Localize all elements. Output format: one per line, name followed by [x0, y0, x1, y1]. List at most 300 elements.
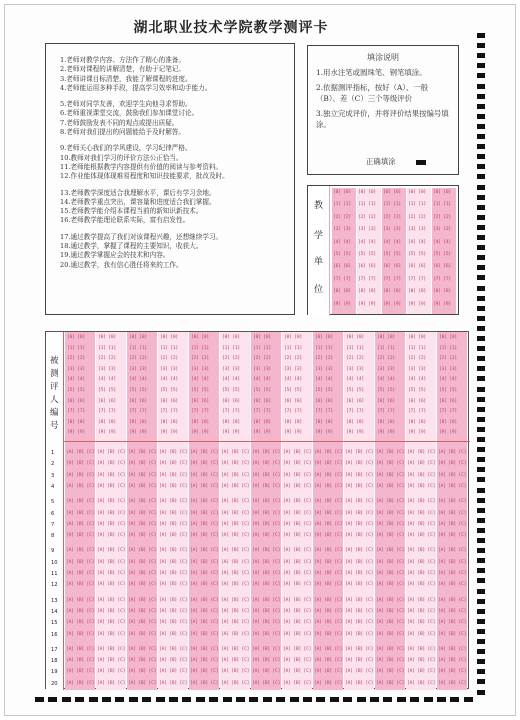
- answer-bubble[interactable]: [A] [B] [C]: [97, 680, 126, 686]
- digit-bubble[interactable]: [4] [4]: [67, 377, 85, 383]
- answer-bubble[interactable]: [A] [B] [C]: [252, 548, 281, 554]
- answer-bubble[interactable]: [A] [B] [C]: [97, 582, 126, 588]
- digit-bubble[interactable]: [0] [0]: [253, 335, 271, 340]
- digit-bubble[interactable]: [7] [7]: [98, 409, 116, 415]
- digit-bubble[interactable]: [1] [1]: [439, 345, 457, 351]
- answer-bubble[interactable]: [A] [B] [C]: [190, 646, 219, 652]
- digit-bubble[interactable]: [8] [8]: [333, 289, 351, 295]
- digit-bubble[interactable]: [2] [2]: [408, 356, 426, 362]
- digit-bubble[interactable]: [4] [4]: [408, 377, 426, 383]
- answer-bubble[interactable]: [A] [B] [C]: [407, 521, 436, 527]
- answer-bubble[interactable]: [A] [B] [C]: [159, 620, 188, 626]
- answer-bubble[interactable]: [A] [B] [C]: [221, 646, 250, 652]
- digit-bubble[interactable]: [0] [0]: [333, 190, 351, 195]
- digit-bubble[interactable]: [4] [4]: [315, 377, 333, 383]
- digit-bubble[interactable]: [3] [3]: [160, 366, 178, 372]
- answer-bubble[interactable]: [A] [B] [C]: [438, 499, 467, 505]
- answer-bubble[interactable]: [A] [B] [C]: [221, 680, 250, 686]
- answer-bubble[interactable]: [A] [B] [C]: [190, 631, 219, 637]
- digit-bubble[interactable]: [9] [9]: [98, 430, 116, 436]
- answer-bubble[interactable]: [A] [B] [C]: [159, 521, 188, 527]
- answer-bubble[interactable]: [A] [B] [C]: [159, 669, 188, 675]
- answer-bubble[interactable]: [A] [B] [C]: [252, 533, 281, 539]
- digit-bubble[interactable]: [6] [6]: [346, 398, 364, 404]
- digit-bubble[interactable]: [7] [7]: [67, 409, 85, 415]
- answer-bubble[interactable]: [A] [B] [C]: [190, 450, 219, 455]
- digit-bubble[interactable]: [1] [1]: [67, 345, 85, 351]
- digit-bubble[interactable]: [2] [2]: [253, 356, 271, 362]
- answer-bubble[interactable]: [A] [B] [C]: [376, 608, 405, 614]
- digit-bubble[interactable]: [6] [6]: [333, 264, 351, 270]
- digit-bubble[interactable]: [0] [0]: [129, 335, 147, 340]
- answer-bubble[interactable]: [A] [B] [C]: [190, 680, 219, 686]
- digit-bubble[interactable]: [2] [2]: [408, 214, 426, 220]
- answer-bubble[interactable]: [A] [B] [C]: [159, 582, 188, 588]
- digit-bubble[interactable]: [6] [6]: [315, 398, 333, 404]
- digit-bubble[interactable]: [2] [2]: [191, 356, 209, 362]
- answer-bubble[interactable]: [A] [B] [C]: [345, 658, 374, 664]
- answer-bubble[interactable]: [A] [B] [C]: [66, 499, 95, 505]
- answer-bubble[interactable]: [A] [B] [C]: [283, 669, 312, 675]
- digit-bubble[interactable]: [7] [7]: [129, 409, 147, 415]
- digit-bubble[interactable]: [5] [5]: [284, 388, 302, 393]
- answer-bubble[interactable]: [A] [B] [C]: [407, 571, 436, 576]
- digit-bubble[interactable]: [3] [3]: [315, 366, 333, 372]
- answer-bubble[interactable]: [A] [B] [C]: [66, 571, 95, 576]
- answer-bubble[interactable]: [A] [B] [C]: [407, 472, 436, 478]
- answer-bubble[interactable]: [A] [B] [C]: [221, 548, 250, 554]
- answer-bubble[interactable]: [A] [B] [C]: [128, 548, 157, 554]
- digit-bubble[interactable]: [7] [7]: [160, 409, 178, 415]
- answer-bubble[interactable]: [A] [B] [C]: [407, 631, 436, 637]
- answer-bubble[interactable]: [A] [B] [C]: [252, 499, 281, 505]
- digit-bubble[interactable]: [8] [8]: [129, 419, 147, 425]
- answer-bubble[interactable]: [A] [B] [C]: [314, 631, 343, 637]
- answer-bubble[interactable]: [A] [B] [C]: [438, 559, 467, 565]
- answer-bubble[interactable]: [A] [B] [C]: [314, 582, 343, 588]
- digit-bubble[interactable]: [2] [2]: [67, 356, 85, 362]
- digit-bubble[interactable]: [0] [0]: [383, 190, 401, 195]
- answer-bubble[interactable]: [A] [B] [C]: [314, 571, 343, 576]
- digit-bubble[interactable]: [2] [2]: [433, 214, 451, 220]
- answer-bubble[interactable]: [A] [B] [C]: [283, 646, 312, 652]
- answer-bubble[interactable]: [A] [B] [C]: [97, 461, 126, 467]
- digit-bubble[interactable]: [4] [4]: [439, 377, 457, 383]
- answer-bubble[interactable]: [A] [B] [C]: [438, 450, 467, 455]
- digit-bubble[interactable]: [9] [9]: [191, 430, 209, 436]
- answer-bubble[interactable]: [A] [B] [C]: [159, 646, 188, 652]
- digit-bubble[interactable]: [3] [3]: [358, 227, 376, 233]
- answer-bubble[interactable]: [A] [B] [C]: [283, 461, 312, 467]
- digit-bubble[interactable]: [8] [8]: [222, 419, 240, 425]
- answer-bubble[interactable]: [A] [B] [C]: [252, 521, 281, 527]
- answer-bubble[interactable]: [A] [B] [C]: [283, 533, 312, 539]
- digit-bubble[interactable]: [0] [0]: [284, 335, 302, 340]
- digit-bubble[interactable]: [1] [1]: [358, 202, 376, 208]
- answer-bubble[interactable]: [A] [B] [C]: [252, 631, 281, 637]
- digit-bubble[interactable]: [9] [9]: [160, 430, 178, 436]
- answer-bubble[interactable]: [A] [B] [C]: [438, 548, 467, 554]
- answer-bubble[interactable]: [A] [B] [C]: [407, 620, 436, 626]
- digit-bubble[interactable]: [9] [9]: [333, 301, 351, 307]
- answer-bubble[interactable]: [A] [B] [C]: [221, 472, 250, 478]
- answer-bubble[interactable]: [A] [B] [C]: [128, 499, 157, 505]
- digit-bubble[interactable]: [0] [0]: [439, 335, 457, 340]
- answer-bubble[interactable]: [A] [B] [C]: [252, 646, 281, 652]
- digit-bubble[interactable]: [5] [5]: [333, 252, 351, 257]
- answer-bubble[interactable]: [A] [B] [C]: [438, 461, 467, 467]
- answer-bubble[interactable]: [A] [B] [C]: [283, 559, 312, 565]
- answer-bubble[interactable]: [A] [B] [C]: [252, 472, 281, 478]
- digit-bubble[interactable]: [4] [4]: [408, 239, 426, 245]
- digit-bubble[interactable]: [4] [4]: [358, 239, 376, 245]
- digit-bubble[interactable]: [2] [2]: [383, 214, 401, 220]
- answer-bubble[interactable]: [A] [B] [C]: [345, 559, 374, 565]
- digit-bubble[interactable]: [1] [1]: [383, 202, 401, 208]
- answer-bubble[interactable]: [A] [B] [C]: [128, 521, 157, 527]
- answer-bubble[interactable]: [A] [B] [C]: [97, 669, 126, 675]
- answer-bubble[interactable]: [A] [B] [C]: [128, 646, 157, 652]
- digit-bubble[interactable]: [2] [2]: [98, 356, 116, 362]
- answer-bubble[interactable]: [A] [B] [C]: [97, 521, 126, 527]
- answer-bubble[interactable]: [A] [B] [C]: [159, 559, 188, 565]
- answer-bubble[interactable]: [A] [B] [C]: [66, 680, 95, 686]
- digit-bubble[interactable]: [7] [7]: [377, 409, 395, 415]
- answer-bubble[interactable]: [A] [B] [C]: [314, 472, 343, 478]
- digit-bubble[interactable]: [7] [7]: [439, 409, 457, 415]
- answer-bubble[interactable]: [A] [B] [C]: [97, 472, 126, 478]
- answer-bubble[interactable]: [A] [B] [C]: [190, 510, 219, 516]
- digit-bubble[interactable]: [4] [4]: [346, 377, 364, 383]
- digit-bubble[interactable]: [2] [2]: [160, 356, 178, 362]
- answer-bubble[interactable]: [A] [B] [C]: [128, 608, 157, 614]
- answer-bubble[interactable]: [A] [B] [C]: [97, 483, 126, 489]
- digit-bubble[interactable]: [8] [8]: [253, 419, 271, 425]
- answer-bubble[interactable]: [A] [B] [C]: [283, 582, 312, 588]
- answer-bubble[interactable]: [A] [B] [C]: [283, 510, 312, 516]
- answer-bubble[interactable]: [A] [B] [C]: [66, 597, 95, 603]
- answer-bubble[interactable]: [A] [B] [C]: [66, 483, 95, 489]
- digit-bubble[interactable]: [1] [1]: [433, 202, 451, 208]
- answer-bubble[interactable]: [A] [B] [C]: [159, 571, 188, 576]
- digit-bubble[interactable]: [3] [3]: [439, 366, 457, 372]
- digit-bubble[interactable]: [9] [9]: [67, 430, 85, 436]
- answer-bubble[interactable]: [A] [B] [C]: [314, 608, 343, 614]
- answer-bubble[interactable]: [A] [B] [C]: [314, 548, 343, 554]
- digit-bubble[interactable]: [5] [5]: [346, 388, 364, 393]
- digit-bubble[interactable]: [9] [9]: [346, 430, 364, 436]
- digit-bubble[interactable]: [6] [6]: [383, 264, 401, 270]
- answer-bubble[interactable]: [A] [B] [C]: [190, 521, 219, 527]
- answer-bubble[interactable]: [A] [B] [C]: [345, 499, 374, 505]
- digit-bubble[interactable]: [7] [7]: [433, 276, 451, 282]
- answer-bubble[interactable]: [A] [B] [C]: [66, 608, 95, 614]
- answer-bubble[interactable]: [A] [B] [C]: [252, 571, 281, 576]
- digit-bubble[interactable]: [1] [1]: [315, 345, 333, 351]
- digit-bubble[interactable]: [6] [6]: [222, 398, 240, 404]
- answer-bubble[interactable]: [A] [B] [C]: [438, 472, 467, 478]
- digit-bubble[interactable]: [1] [1]: [191, 345, 209, 351]
- digit-bubble[interactable]: [0] [0]: [160, 335, 178, 340]
- answer-bubble[interactable]: [A] [B] [C]: [221, 608, 250, 614]
- answer-bubble[interactable]: [A] [B] [C]: [190, 620, 219, 626]
- answer-bubble[interactable]: [A] [B] [C]: [66, 631, 95, 637]
- answer-bubble[interactable]: [A] [B] [C]: [190, 669, 219, 675]
- answer-bubble[interactable]: [A] [B] [C]: [190, 548, 219, 554]
- answer-bubble[interactable]: [A] [B] [C]: [128, 597, 157, 603]
- digit-bubble[interactable]: [3] [3]: [253, 366, 271, 372]
- digit-bubble[interactable]: [5] [5]: [253, 388, 271, 393]
- digit-bubble[interactable]: [4] [4]: [253, 377, 271, 383]
- answer-bubble[interactable]: [A] [B] [C]: [221, 658, 250, 664]
- digit-bubble[interactable]: [4] [4]: [129, 377, 147, 383]
- answer-bubble[interactable]: [A] [B] [C]: [252, 461, 281, 467]
- digit-bubble[interactable]: [4] [4]: [383, 239, 401, 245]
- answer-bubble[interactable]: [A] [B] [C]: [252, 450, 281, 455]
- answer-bubble[interactable]: [A] [B] [C]: [128, 450, 157, 455]
- answer-bubble[interactable]: [A] [B] [C]: [159, 597, 188, 603]
- digit-bubble[interactable]: [0] [0]: [98, 335, 116, 340]
- answer-bubble[interactable]: [A] [B] [C]: [128, 582, 157, 588]
- answer-bubble[interactable]: [A] [B] [C]: [66, 646, 95, 652]
- answer-bubble[interactable]: [A] [B] [C]: [128, 559, 157, 565]
- digit-bubble[interactable]: [7] [7]: [253, 409, 271, 415]
- answer-bubble[interactable]: [A] [B] [C]: [283, 499, 312, 505]
- answer-bubble[interactable]: [A] [B] [C]: [345, 582, 374, 588]
- digit-bubble[interactable]: [3] [3]: [377, 366, 395, 372]
- answer-bubble[interactable]: [A] [B] [C]: [283, 658, 312, 664]
- answer-bubble[interactable]: [A] [B] [C]: [252, 620, 281, 626]
- digit-bubble[interactable]: [3] [3]: [67, 366, 85, 372]
- digit-bubble[interactable]: [9] [9]: [129, 430, 147, 436]
- answer-bubble[interactable]: [A] [B] [C]: [221, 559, 250, 565]
- answer-bubble[interactable]: [A] [B] [C]: [252, 658, 281, 664]
- digit-bubble[interactable]: [7] [7]: [408, 276, 426, 282]
- answer-bubble[interactable]: [A] [B] [C]: [252, 608, 281, 614]
- digit-bubble[interactable]: [7] [7]: [383, 276, 401, 282]
- digit-bubble[interactable]: [1] [1]: [160, 345, 178, 351]
- digit-bubble[interactable]: [4] [4]: [284, 377, 302, 383]
- answer-bubble[interactable]: [A] [B] [C]: [438, 582, 467, 588]
- answer-bubble[interactable]: [A] [B] [C]: [314, 559, 343, 565]
- answer-bubble[interactable]: [A] [B] [C]: [159, 461, 188, 467]
- answer-bubble[interactable]: [A] [B] [C]: [128, 510, 157, 516]
- digit-bubble[interactable]: [3] [3]: [129, 366, 147, 372]
- digit-bubble[interactable]: [3] [3]: [191, 366, 209, 372]
- answer-bubble[interactable]: [A] [B] [C]: [345, 620, 374, 626]
- answer-bubble[interactable]: [A] [B] [C]: [438, 571, 467, 576]
- digit-bubble[interactable]: [6] [6]: [98, 398, 116, 404]
- digit-bubble[interactable]: [3] [3]: [222, 366, 240, 372]
- digit-bubble[interactable]: [1] [1]: [284, 345, 302, 351]
- answer-bubble[interactable]: [A] [B] [C]: [221, 571, 250, 576]
- answer-bubble[interactable]: [A] [B] [C]: [66, 521, 95, 527]
- digit-bubble[interactable]: [5] [5]: [98, 388, 116, 393]
- digit-bubble[interactable]: [0] [0]: [222, 335, 240, 340]
- answer-bubble[interactable]: [A] [B] [C]: [376, 461, 405, 467]
- answer-bubble[interactable]: [A] [B] [C]: [252, 597, 281, 603]
- answer-bubble[interactable]: [A] [B] [C]: [438, 646, 467, 652]
- answer-bubble[interactable]: [A] [B] [C]: [376, 631, 405, 637]
- digit-bubble[interactable]: [8] [8]: [160, 419, 178, 425]
- answer-bubble[interactable]: [A] [B] [C]: [407, 450, 436, 455]
- answer-bubble[interactable]: [A] [B] [C]: [97, 548, 126, 554]
- digit-bubble[interactable]: [3] [3]: [408, 227, 426, 233]
- answer-bubble[interactable]: [A] [B] [C]: [407, 461, 436, 467]
- digit-bubble[interactable]: [4] [4]: [191, 377, 209, 383]
- digit-bubble[interactable]: [9] [9]: [315, 430, 333, 436]
- digit-bubble[interactable]: [7] [7]: [408, 409, 426, 415]
- answer-bubble[interactable]: [A] [B] [C]: [221, 483, 250, 489]
- answer-bubble[interactable]: [A] [B] [C]: [283, 450, 312, 455]
- answer-bubble[interactable]: [A] [B] [C]: [190, 461, 219, 467]
- answer-bubble[interactable]: [A] [B] [C]: [252, 680, 281, 686]
- digit-bubble[interactable]: [8] [8]: [377, 419, 395, 425]
- digit-bubble[interactable]: [5] [5]: [358, 252, 376, 257]
- answer-bubble[interactable]: [A] [B] [C]: [252, 510, 281, 516]
- digit-bubble[interactable]: [6] [6]: [408, 398, 426, 404]
- digit-bubble[interactable]: [7] [7]: [222, 409, 240, 415]
- digit-bubble[interactable]: [3] [3]: [98, 366, 116, 372]
- answer-bubble[interactable]: [A] [B] [C]: [66, 669, 95, 675]
- digit-bubble[interactable]: [0] [0]: [315, 335, 333, 340]
- digit-bubble[interactable]: [2] [2]: [439, 356, 457, 362]
- answer-bubble[interactable]: [A] [B] [C]: [376, 510, 405, 516]
- digit-bubble[interactable]: [0] [0]: [433, 190, 451, 195]
- answer-bubble[interactable]: [A] [B] [C]: [159, 472, 188, 478]
- digit-bubble[interactable]: [5] [5]: [408, 252, 426, 257]
- digit-bubble[interactable]: [1] [1]: [408, 345, 426, 351]
- answer-bubble[interactable]: [A] [B] [C]: [376, 658, 405, 664]
- answer-bubble[interactable]: [A] [B] [C]: [376, 680, 405, 686]
- answer-bubble[interactable]: [A] [B] [C]: [376, 620, 405, 626]
- answer-bubble[interactable]: [A] [B] [C]: [345, 631, 374, 637]
- answer-bubble[interactable]: [A] [B] [C]: [283, 571, 312, 576]
- digit-bubble[interactable]: [4] [4]: [222, 377, 240, 383]
- answer-bubble[interactable]: [A] [B] [C]: [159, 533, 188, 539]
- answer-bubble[interactable]: [A] [B] [C]: [283, 472, 312, 478]
- answer-bubble[interactable]: [A] [B] [C]: [438, 669, 467, 675]
- answer-bubble[interactable]: [A] [B] [C]: [376, 669, 405, 675]
- digit-bubble[interactable]: [1] [1]: [333, 202, 351, 208]
- digit-bubble[interactable]: [6] [6]: [408, 264, 426, 270]
- digit-bubble[interactable]: [4] [4]: [98, 377, 116, 383]
- answer-bubble[interactable]: [A] [B] [C]: [66, 461, 95, 467]
- digit-bubble[interactable]: [8] [8]: [439, 419, 457, 425]
- digit-bubble[interactable]: [3] [3]: [346, 366, 364, 372]
- answer-bubble[interactable]: [A] [B] [C]: [345, 461, 374, 467]
- digit-bubble[interactable]: [0] [0]: [358, 190, 376, 195]
- answer-bubble[interactable]: [A] [B] [C]: [190, 559, 219, 565]
- digit-bubble[interactable]: [1] [1]: [377, 345, 395, 351]
- answer-bubble[interactable]: [A] [B] [C]: [97, 510, 126, 516]
- answer-bubble[interactable]: [A] [B] [C]: [97, 533, 126, 539]
- digit-bubble[interactable]: [1] [1]: [129, 345, 147, 351]
- answer-bubble[interactable]: [A] [B] [C]: [283, 608, 312, 614]
- digit-bubble[interactable]: [5] [5]: [315, 388, 333, 393]
- answer-bubble[interactable]: [A] [B] [C]: [221, 620, 250, 626]
- digit-bubble[interactable]: [4] [4]: [333, 239, 351, 245]
- answer-bubble[interactable]: [A] [B] [C]: [97, 450, 126, 455]
- answer-bubble[interactable]: [A] [B] [C]: [376, 533, 405, 539]
- answer-bubble[interactable]: [A] [B] [C]: [407, 533, 436, 539]
- digit-bubble[interactable]: [4] [4]: [160, 377, 178, 383]
- answer-bubble[interactable]: [A] [B] [C]: [66, 658, 95, 664]
- answer-bubble[interactable]: [A] [B] [C]: [190, 499, 219, 505]
- answer-bubble[interactable]: [A] [B] [C]: [438, 597, 467, 603]
- answer-bubble[interactable]: [A] [B] [C]: [407, 548, 436, 554]
- answer-bubble[interactable]: [A] [B] [C]: [128, 631, 157, 637]
- digit-bubble[interactable]: [5] [5]: [191, 388, 209, 393]
- answer-bubble[interactable]: [A] [B] [C]: [159, 608, 188, 614]
- digit-bubble[interactable]: [9] [9]: [222, 430, 240, 436]
- answer-bubble[interactable]: [A] [B] [C]: [345, 521, 374, 527]
- answer-bubble[interactable]: [A] [B] [C]: [283, 548, 312, 554]
- answer-bubble[interactable]: [A] [B] [C]: [252, 669, 281, 675]
- answer-bubble[interactable]: [A] [B] [C]: [345, 483, 374, 489]
- answer-bubble[interactable]: [A] [B] [C]: [66, 450, 95, 455]
- answer-bubble[interactable]: [A] [B] [C]: [407, 658, 436, 664]
- answer-bubble[interactable]: [A] [B] [C]: [376, 646, 405, 652]
- answer-bubble[interactable]: [A] [B] [C]: [438, 608, 467, 614]
- digit-bubble[interactable]: [2] [2]: [284, 356, 302, 362]
- digit-bubble[interactable]: [9] [9]: [358, 301, 376, 307]
- answer-bubble[interactable]: [A] [B] [C]: [345, 680, 374, 686]
- digit-bubble[interactable]: [5] [5]: [377, 388, 395, 393]
- answer-bubble[interactable]: [A] [B] [C]: [314, 499, 343, 505]
- digit-bubble[interactable]: [2] [2]: [358, 214, 376, 220]
- answer-bubble[interactable]: [A] [B] [C]: [190, 658, 219, 664]
- answer-bubble[interactable]: [A] [B] [C]: [407, 510, 436, 516]
- answer-bubble[interactable]: [A] [B] [C]: [407, 669, 436, 675]
- digit-bubble[interactable]: [9] [9]: [408, 430, 426, 436]
- digit-bubble[interactable]: [1] [1]: [98, 345, 116, 351]
- answer-bubble[interactable]: [A] [B] [C]: [128, 472, 157, 478]
- answer-bubble[interactable]: [A] [B] [C]: [283, 680, 312, 686]
- answer-bubble[interactable]: [A] [B] [C]: [438, 521, 467, 527]
- digit-bubble[interactable]: [8] [8]: [408, 289, 426, 295]
- answer-bubble[interactable]: [A] [B] [C]: [97, 571, 126, 576]
- digit-bubble[interactable]: [6] [6]: [253, 398, 271, 404]
- digit-bubble[interactable]: [8] [8]: [67, 419, 85, 425]
- answer-bubble[interactable]: [A] [B] [C]: [314, 620, 343, 626]
- answer-bubble[interactable]: [A] [B] [C]: [314, 483, 343, 489]
- digit-bubble[interactable]: [8] [8]: [315, 419, 333, 425]
- digit-bubble[interactable]: [8] [8]: [408, 419, 426, 425]
- answer-bubble[interactable]: [A] [B] [C]: [314, 680, 343, 686]
- answer-bubble[interactable]: [A] [B] [C]: [345, 669, 374, 675]
- answer-bubble[interactable]: [A] [B] [C]: [221, 582, 250, 588]
- answer-bubble[interactable]: [A] [B] [C]: [283, 521, 312, 527]
- answer-bubble[interactable]: [A] [B] [C]: [314, 669, 343, 675]
- answer-bubble[interactable]: [A] [B] [C]: [345, 608, 374, 614]
- digit-bubble[interactable]: [7] [7]: [315, 409, 333, 415]
- answer-bubble[interactable]: [A] [B] [C]: [128, 680, 157, 686]
- digit-bubble[interactable]: [0] [0]: [67, 335, 85, 340]
- answer-bubble[interactable]: [A] [B] [C]: [97, 608, 126, 614]
- answer-bubble[interactable]: [A] [B] [C]: [66, 472, 95, 478]
- answer-bubble[interactable]: [A] [B] [C]: [252, 483, 281, 489]
- answer-bubble[interactable]: [A] [B] [C]: [438, 533, 467, 539]
- digit-bubble[interactable]: [7] [7]: [284, 409, 302, 415]
- digit-bubble[interactable]: [3] [3]: [433, 227, 451, 233]
- digit-bubble[interactable]: [6] [6]: [191, 398, 209, 404]
- answer-bubble[interactable]: [A] [B] [C]: [190, 597, 219, 603]
- digit-bubble[interactable]: [5] [5]: [222, 388, 240, 393]
- answer-bubble[interactable]: [A] [B] [C]: [159, 499, 188, 505]
- answer-bubble[interactable]: [A] [B] [C]: [438, 620, 467, 626]
- digit-bubble[interactable]: [1] [1]: [253, 345, 271, 351]
